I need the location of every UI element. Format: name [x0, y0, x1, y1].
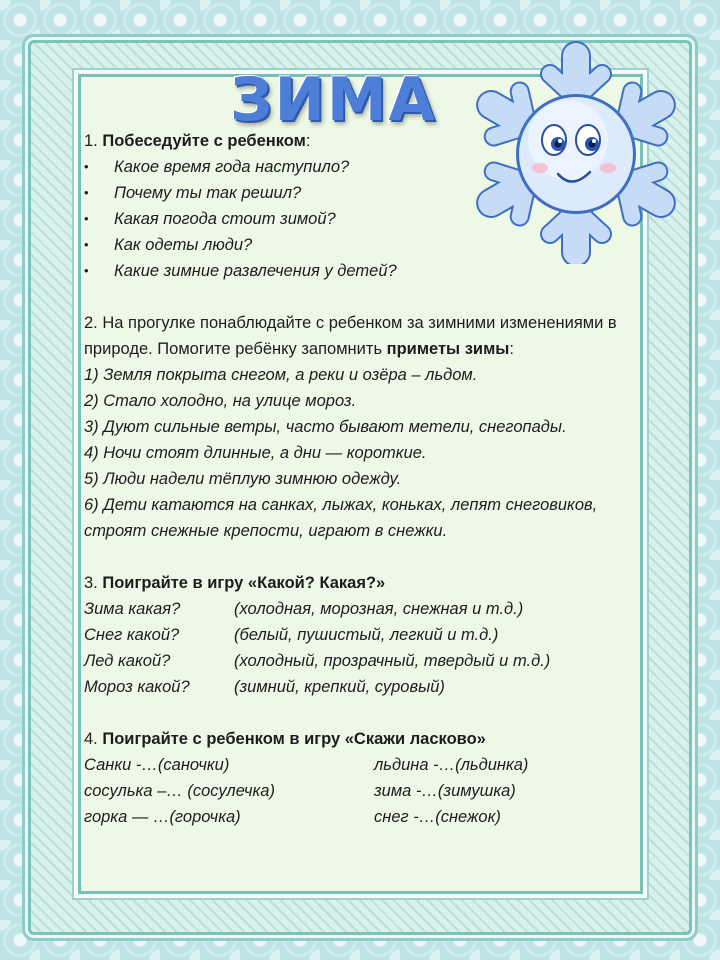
- page-content: [84, 128, 634, 830]
- game-row: Лед какой? (холодный, прозрачный, твердый и т.д.): [84, 652, 551, 670]
- diminutive-row: Санки -…(саночки) льдина -…(льдинка): [84, 756, 529, 774]
- diminutive-row: сосулька –… (сосулечка) зима -…(зимушка): [84, 782, 516, 800]
- list-item: • Почему ты так решил?: [84, 184, 302, 202]
- game-row: Мороз какой? (зимний, крепкий, суровый): [84, 678, 445, 696]
- list-item: • Какие зимние развлечения у детей?: [84, 262, 397, 280]
- list-item: • Какая погода стоит зимой?: [84, 210, 336, 228]
- winter-sign: 6) Дети катаются на санках, лыжах, коньках, лепят снеговиков, строят снежные крепости, играют в снежки.: [84, 496, 598, 540]
- section-1-heading: 1. Побеседуйте с ребенком:: [84, 132, 311, 150]
- game-row: Зима какая? (холодная, морозная, снежная и т.д.): [84, 600, 524, 618]
- game-row: Снег какой? (белый, пушистый, легкий и т.д.): [84, 626, 499, 644]
- winter-sign: 2) Стало холодно, на улице мороз.: [84, 392, 357, 410]
- page-title: ЗИМА: [230, 65, 437, 135]
- question-list: [84, 154, 634, 284]
- section-4-heading: 4. Поиграйте с ребенком в игру «Скажи ласково»: [84, 730, 486, 748]
- winter-sign: 1) Земля покрыта снегом, а реки и озёра – льдом.: [84, 366, 478, 384]
- list-item: • Как одеты люди?: [84, 236, 253, 254]
- diminutive-row: горка — …(горочка) снег -…(снежок): [84, 808, 501, 826]
- winter-sign: 5) Люди надели тёплую зимнюю одежду.: [84, 470, 402, 488]
- section-3-heading: 3. Поиграйте в игру «Какой? Какая?»: [84, 574, 386, 592]
- winter-sign: 4) Ночи стоят длинные, а дни — короткие.: [84, 444, 427, 462]
- list-item: • Какое время года наступило?: [84, 158, 350, 176]
- winter-sign: 3) Дуют сильные ветры, часто бывают метели, снегопады.: [84, 418, 567, 436]
- section-2-intro: 2. На прогулке понаблюдайте с ребенком за зимними изменениями в природе. Помогите ребёнку запомнить приметы зимы:: [84, 314, 617, 358]
